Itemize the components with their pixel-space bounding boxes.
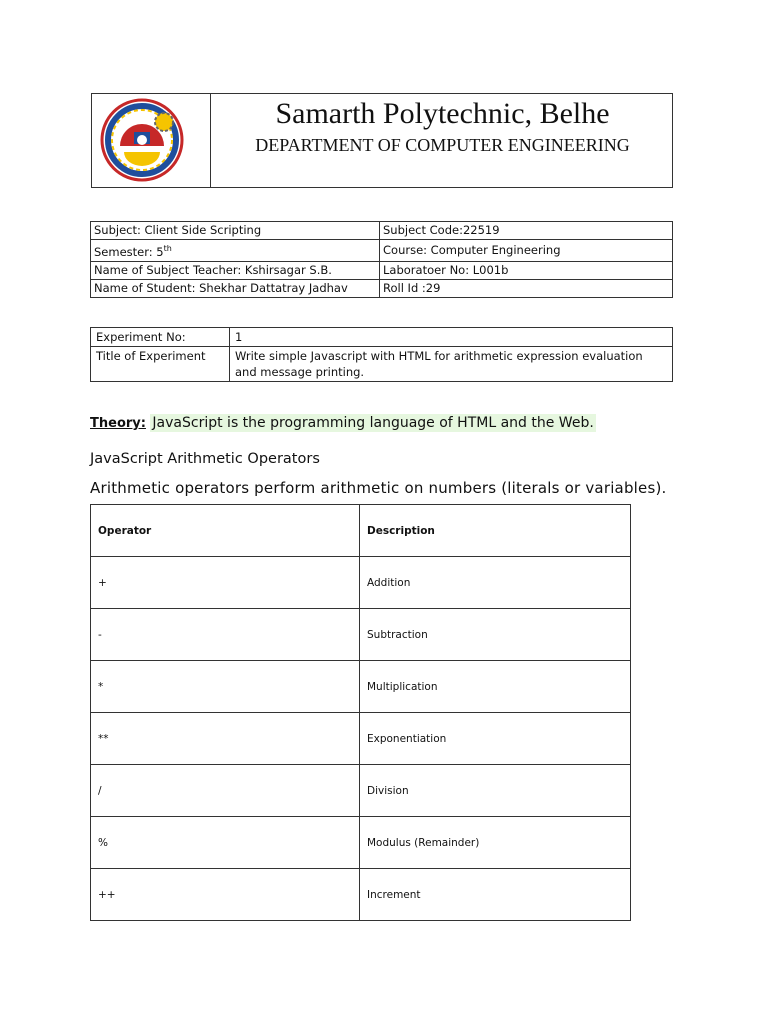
- operator-cell: ++: [91, 869, 360, 921]
- operator-cell: %: [91, 817, 360, 869]
- operator-cell: -: [91, 609, 360, 661]
- table-row: [91, 347, 673, 382]
- experiment-table: [90, 327, 673, 382]
- table-row: [91, 222, 673, 240]
- description-cell: Modulus (Remainder): [360, 817, 631, 869]
- operator-cell: *: [91, 661, 360, 713]
- experiment-title-value: Write simple Javascript with HTML for arithmetic expression evaluation and message printing.: [230, 347, 673, 382]
- table-row: [91, 261, 673, 279]
- info-table: [90, 221, 673, 298]
- experiment-title-label: Title of Experiment: [91, 347, 230, 382]
- description-cell: Subtraction: [360, 609, 631, 661]
- description-cell: Addition: [360, 557, 631, 609]
- table-row: [91, 557, 631, 609]
- operator-cell: **: [91, 713, 360, 765]
- student-cell: Name of Student: Shekhar Dattatray Jadhav: [91, 279, 380, 297]
- semester-cell: [91, 240, 380, 262]
- operator-cell: +: [91, 557, 360, 609]
- description-cell: Increment: [360, 869, 631, 921]
- semester-superscript: th: [163, 244, 172, 253]
- roll-id-cell: Roll Id :29: [380, 279, 673, 297]
- operators-heading: JavaScript Arithmetic Operators: [90, 451, 320, 467]
- table-header-row: [91, 505, 631, 557]
- table-row: [91, 869, 631, 921]
- table-row: [91, 817, 631, 869]
- operator-header: Operator: [91, 505, 360, 557]
- course-cell: Course: Computer Engineering: [380, 240, 673, 262]
- semester-text: Semester: 5: [94, 244, 164, 259]
- table-row: [91, 279, 673, 297]
- table-row: [91, 661, 631, 713]
- table-row: [91, 328, 673, 347]
- logo-cell: [92, 94, 211, 187]
- subject-code-cell: Subject Code:22519: [380, 222, 673, 240]
- description-cell: Division: [360, 765, 631, 817]
- experiment-no-value: 1: [230, 328, 673, 347]
- description-cell: Multiplication: [360, 661, 631, 713]
- operators-description: Arithmetic operators perform arithmetic on numbers (literals or variables).: [90, 479, 667, 497]
- table-row: [91, 609, 631, 661]
- operators-table: [90, 504, 631, 921]
- header-box: [91, 93, 673, 188]
- lab-no-cell: Laboratoer No: L001b: [380, 261, 673, 279]
- theory-label: Theory:: [90, 416, 146, 431]
- description-header: Description: [360, 505, 631, 557]
- operator-cell: /: [91, 765, 360, 817]
- college-logo-icon: [98, 94, 190, 186]
- department-name: DEPARTMENT OF COMPUTER ENGINEERING: [255, 135, 630, 155]
- theory-line: [90, 413, 596, 434]
- table-row: [91, 713, 631, 765]
- college-name: Samarth Polytechnic, Belhe: [275, 97, 610, 130]
- experiment-no-label: Experiment No:: [91, 328, 230, 347]
- teacher-cell: Name of Subject Teacher: Kshirsagar S.B.: [91, 261, 380, 279]
- subject-cell: Subject: Client Side Scripting: [91, 222, 380, 240]
- description-cell: Exponentiation: [360, 713, 631, 765]
- table-row: [91, 765, 631, 817]
- table-row: [91, 240, 673, 262]
- theory-text: JavaScript is the programming language of HTML and the Web.: [152, 415, 594, 431]
